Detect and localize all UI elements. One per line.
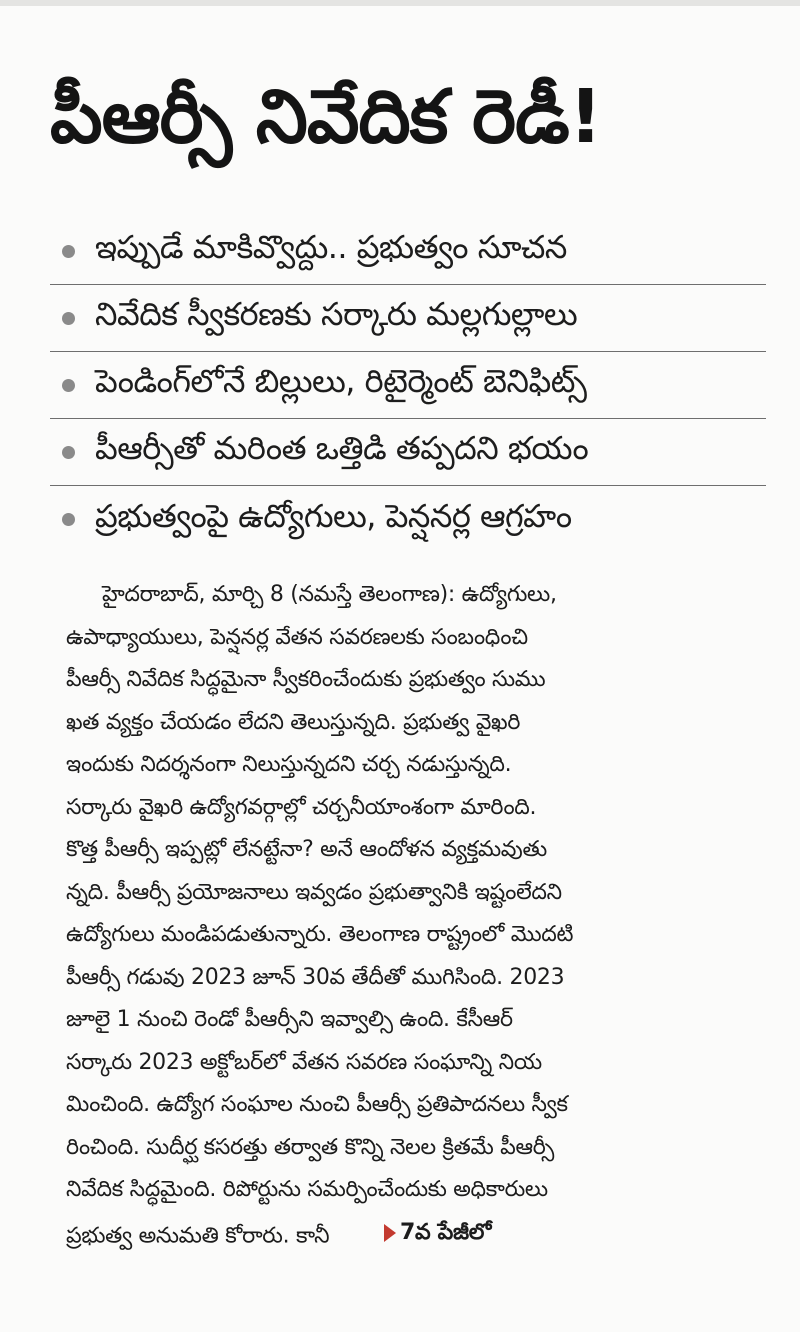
body-line: న్నది. పీఆర్సీ ప్రయోజనాలు ఇవ్వడం ప్రభుత్వానికి ఇష్టంలేదని [66,879,562,905]
body-line-text: ప్రభుత్వ అనుమతి కోరారు. కానీ [66,1222,330,1248]
bullet-dot-icon [62,446,75,459]
body-line: ఇందుకు నిదర్శనంగా నిలుస్తున్నదని చర్చ నడుస్తున్నది. [66,752,512,777]
headline: పీఆర్సీ నివేదిక రెడీ! [50,74,602,160]
bullet-text: ప్రభుత్వంపై ఉద్యోగులు, పెన్షనర్ల ఆగ్రహం [95,496,572,535]
body-line-last [66,1212,756,1258]
bullet-text: పెండింగ్‌లోనే బిల్లులు, రిటైర్మెంట్ బెనిఫిట్స్ [95,362,587,400]
bullet-dot-icon [62,513,75,526]
body-line: జూలై 1 నుంచి రెండో పీఆర్సీని ఇవ్వాల్సి ఉంది. కేసీఆర్ [66,1007,513,1032]
body-line: మించింది. ఉద్యోగ సంఘాల నుంచి పీఆర్సీ ప్రతిపాదనలు స్వీక [66,1092,568,1117]
bullet-list [50,218,766,553]
bullet-text: పీఆర్సీతో మరింత ఒత్తిడి తప్పదని భయం [95,429,589,467]
bullet-item [50,352,766,419]
body-line: హైదరాబాద్, మార్చి 8 (నమస్తే తెలంగాణ): ఉద్యోగులు, [102,582,557,607]
body-line: సర్కారు వైఖరి ఉద్యోగవర్గాల్లో చర్చనీయాంశంగా మారింది. [66,794,537,820]
body-line: కొత్త పీఆర్సీ ఇప్పట్లో లేనట్టేనా? అనే ఆందోళన వ్యక్తమవుతు [66,837,547,862]
bullet-item [50,419,766,486]
body-line: పీఆర్సీ గడువు 2023 జూన్ 30వ తేదీతో ముగిసింది. 2023 [66,964,565,990]
bullet-text: ఇప్పుడే మాకివ్వొద్దు.. ప్రభుత్వం సూచన [95,228,567,266]
bullet-dot-icon [62,379,75,392]
body-line: ఖత వ్యక్తం చేయడం లేదని తెలుస్తున్నది. ప్రభుత్వ వైఖరి [66,709,521,735]
body-line: నివేదిక సిద్ధమైంది. రిపోర్టును సమర్పించేందుకు అధికారులు [66,1177,548,1202]
body-line: రించింది. సుదీర్ఘ కసరత్తు తర్వాత కొన్ని నెలల క్రితమే పీఆర్సీ [66,1134,554,1160]
continued-on-page[interactable] [384,1212,491,1255]
body-line: పీఆర్సీ నివేదిక సిద్ధమైనా స్వీకరించేందుకు ప్రభుత్వం సుము [66,667,546,692]
top-rule [0,0,800,6]
body-line: సర్కారు 2023 అక్టోబర్‌లో వేతన సవరణ సంఘాన్ని నియ [66,1049,542,1075]
body-line: ఉపాధ్యాయులు, పెన్షనర్ల వేతన సవరణలకు సంబంధించి [66,624,528,650]
bullet-item [50,486,766,553]
continued-label: 7వ పేజీలో [399,1219,492,1245]
bullet-dot-icon [62,245,75,258]
bullet-text: నివేదిక స్వీకరణకు సర్కారు మల్లగుల్లాలు [95,295,578,333]
arrow-right-icon [384,1224,396,1242]
body-line: ఉద్యోగులు మండిపడుతున్నారు. తెలంగాణ రాష్ట్రంలో మొదటి [66,922,574,947]
bullet-dot-icon [62,312,75,325]
bullet-item [50,218,766,285]
bullet-item [50,285,766,352]
article-body [66,574,756,1257]
